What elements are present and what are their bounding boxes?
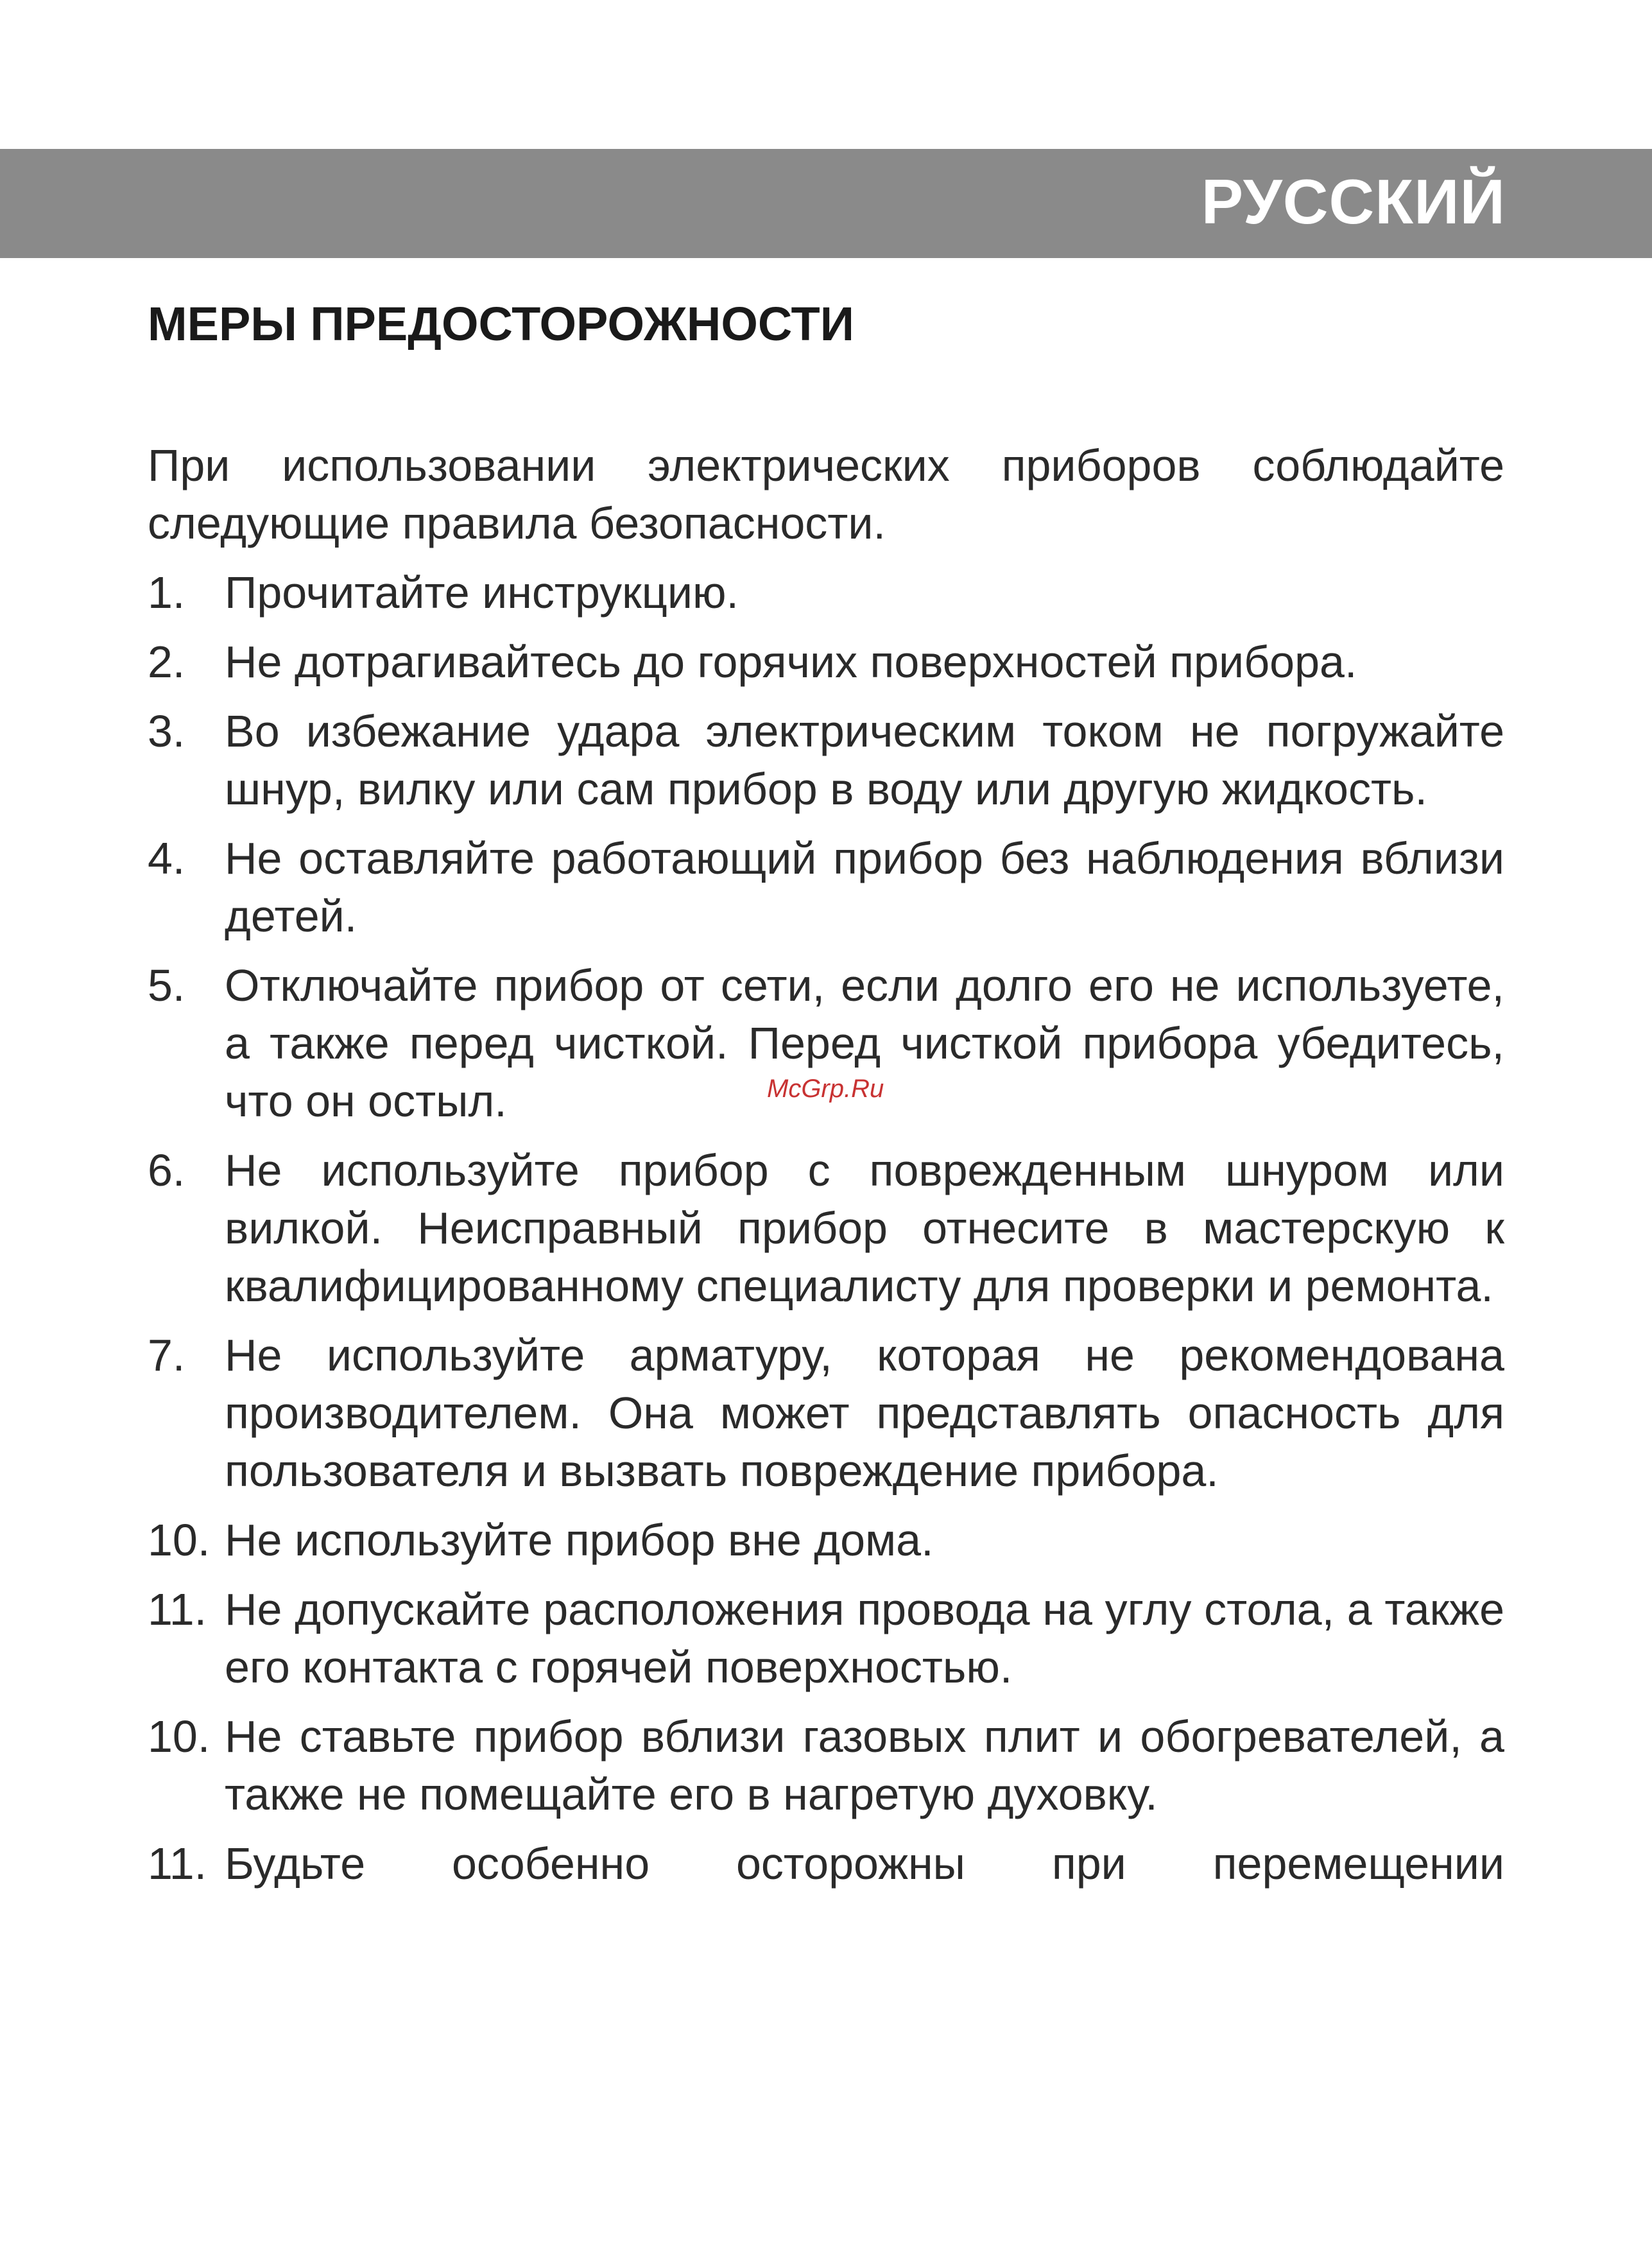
list-item [148,1141,1504,1315]
list-item [148,1326,1504,1500]
section-title: МЕРЫ ПРЕДОСТОРОЖНОСТИ [148,297,854,351]
list-item-text: Не используйте арматуру, которая не рекомендована производителем. Она может представлять опасность для пользователя и вызвать повреждение прибора. [225,1330,1504,1496]
list-item [148,1708,1504,1823]
list-item-text: Не используйте прибор с поврежденным шнуром или вилкой. Неисправный прибор отнесите в мастерскую к квалифицированному специалисту для проверки и ремонта. [225,1145,1504,1311]
safety-rules-content [148,437,1504,1904]
list-item-text: Не ставьте прибор вблизи газовых плит и обогревателей, а также не помещайте его в нагретую духовку. [225,1711,1504,1819]
watermark: McGrp.Ru [767,1075,884,1103]
list-item-text: Отключайте прибор от сети, если долго его не используете, а также перед чисткой. Перед чисткой прибора убедитесь, что он остыл. [225,960,1504,1126]
list-item [148,829,1504,945]
list-item-text: Во избежание удара электрическим током не погружайте шнур, вилку или сам прибор в воду или другую жидкость. [225,706,1504,814]
list-item-number: 2. [148,637,185,687]
list-item-text: Не дотрагивайтесь до горячих поверхностей прибора. [225,637,1357,687]
list-item-text: Будьте особенно осторожны при перемещении [225,1839,1504,1889]
list-item [148,1835,1504,1892]
list-item [148,702,1504,818]
list-item-number: 5. [148,960,185,1010]
list-item-number: 11. [148,1584,207,1634]
language-label: РУССКИЙ [1201,166,1506,237]
list-item-text: Не допускайте расположения провода на углу стола, а также его контакта с горячей поверхностью. [225,1584,1504,1692]
list-item-number: 4. [148,833,185,883]
list-item-number: 10. [148,1515,211,1565]
list-item [148,633,1504,691]
list-item-number: 6. [148,1145,185,1195]
list-item [148,1580,1504,1696]
list-item-number: 11. [148,1839,207,1889]
list-item [148,564,1504,621]
list-item-number: 7. [148,1330,185,1380]
list-item [148,1511,1504,1569]
list-item-text: Не оставляйте работающий прибор без наблюдения вблизи детей. [225,833,1504,941]
list-item-number: 10. [148,1711,211,1761]
list-item-number: 1. [148,567,185,618]
list-item-text: Прочитайте инструкцию. [225,567,739,618]
list-item-text: Не используйте прибор вне дома. [225,1515,934,1565]
intro-paragraph: При использовании электрических приборов соблюдайте следующие правила безопасности. [148,440,1504,548]
language-header-bar [0,149,1652,258]
list-item-number: 3. [148,706,185,756]
